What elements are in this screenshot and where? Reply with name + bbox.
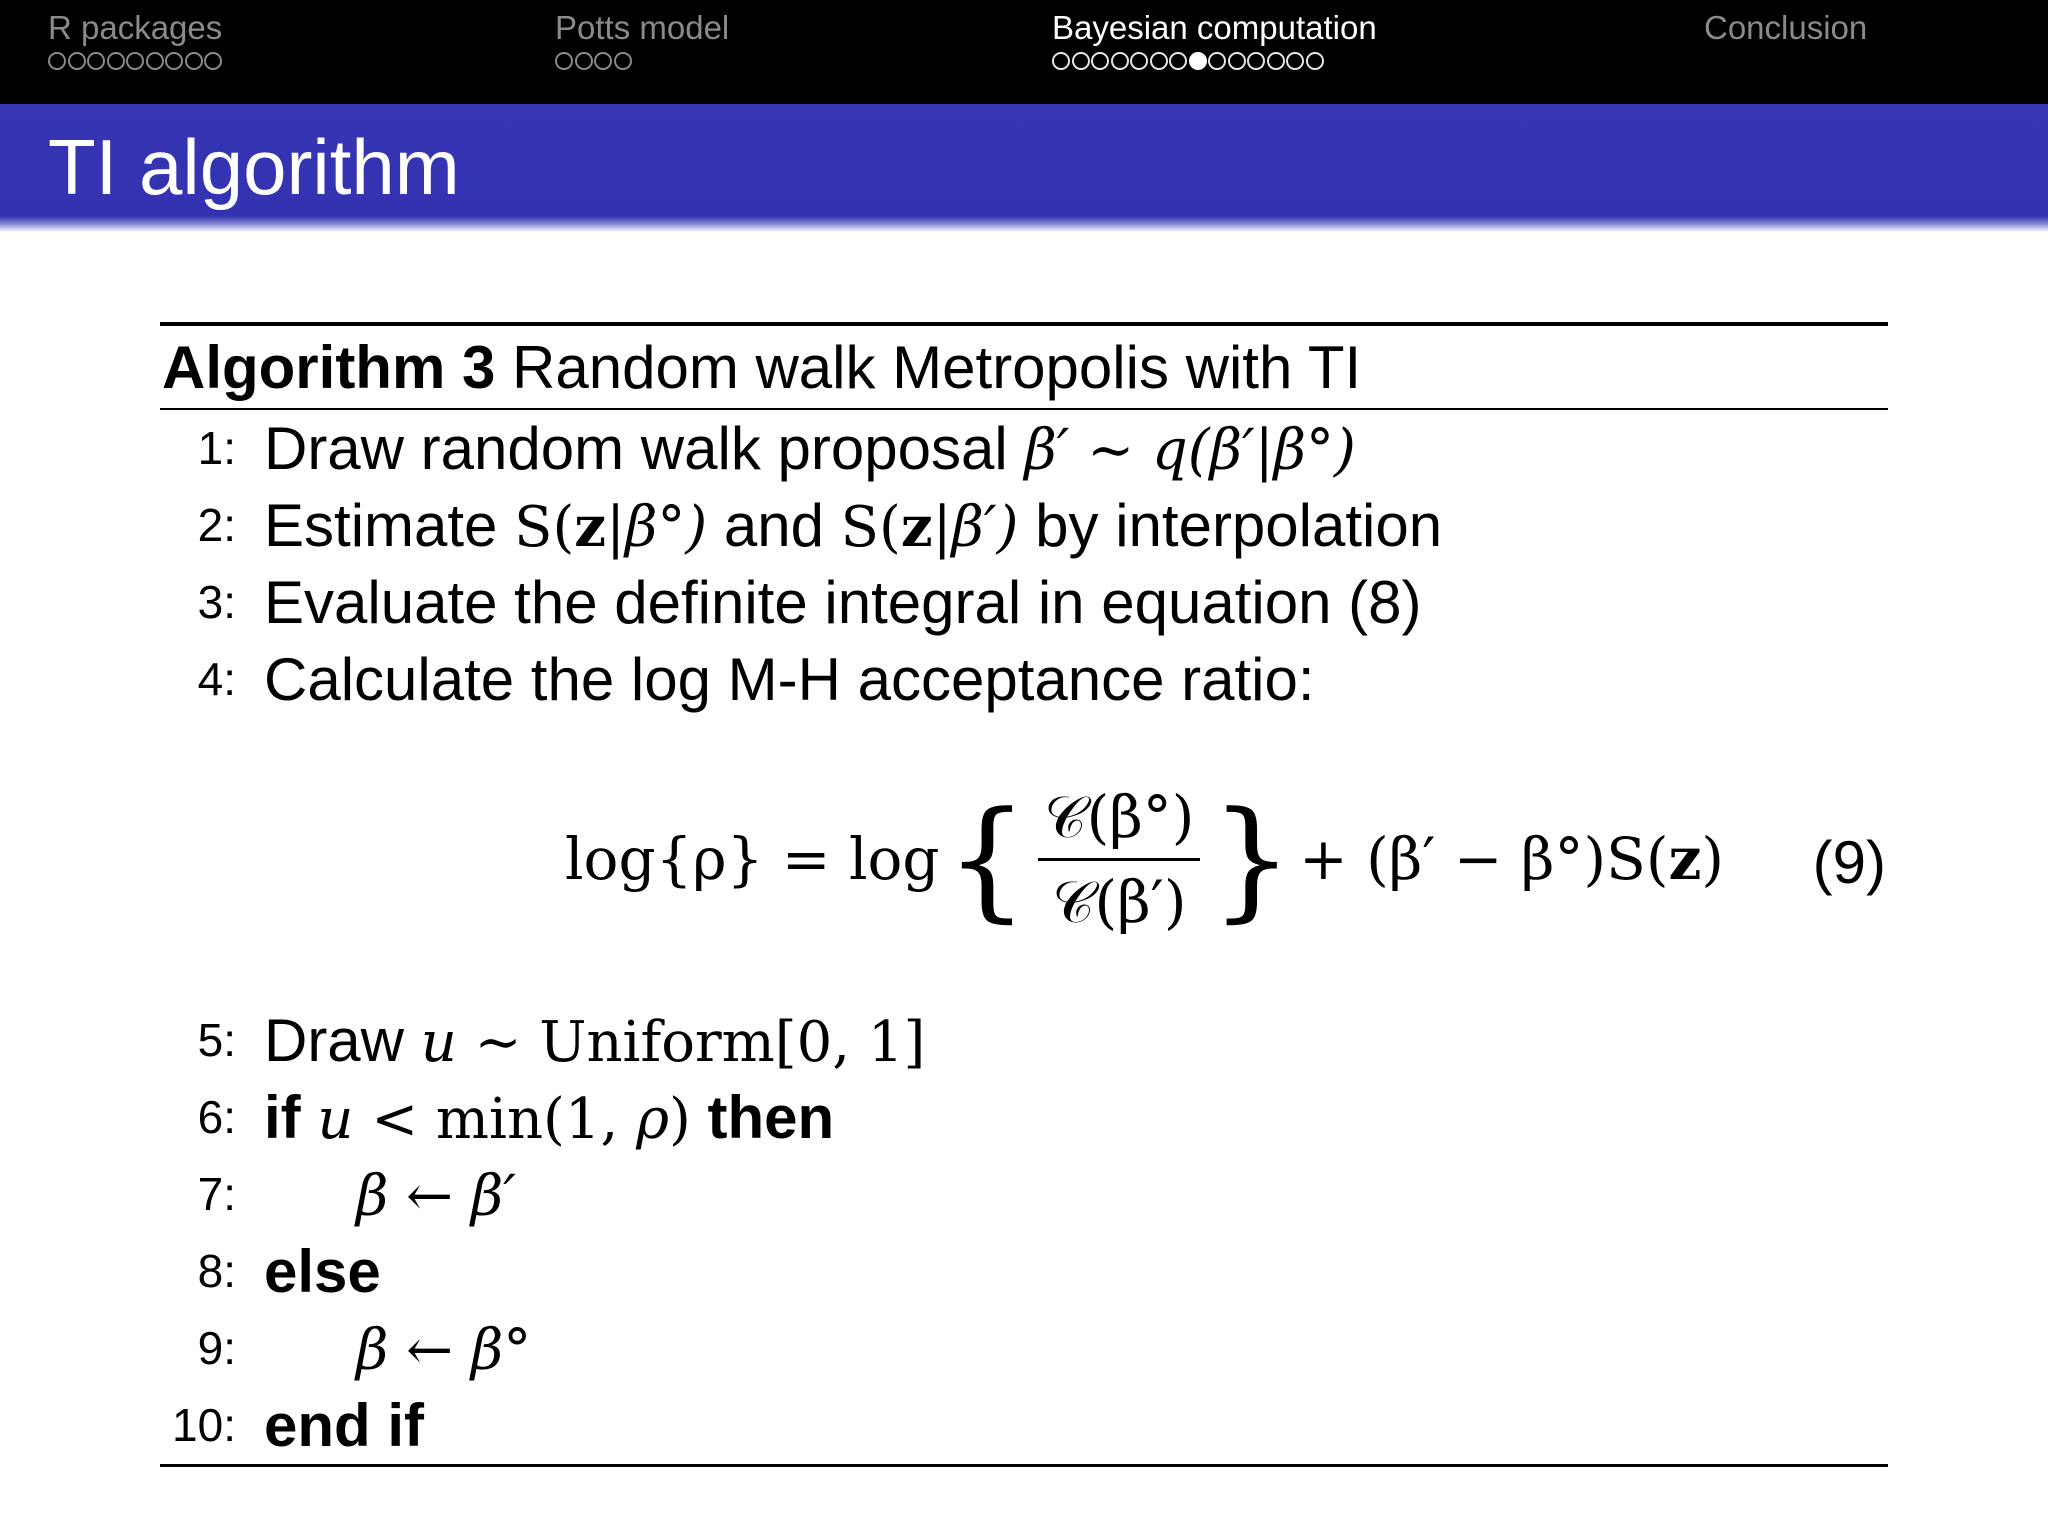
step-text-segment: Estimate: [264, 492, 515, 559]
nav-dot[interactable]: [1169, 52, 1187, 70]
nav-dot[interactable]: [165, 52, 183, 70]
equation-rhs-pre: + (β′ − β°)S(: [1299, 825, 1669, 893]
algorithm-step: [160, 641, 1888, 718]
step-text-segment: Evaluate the definite integral in equation (8): [264, 569, 1422, 636]
math-expression: ): [669, 1087, 691, 1152]
math-expression: ∼ Uniform[0, 1]: [456, 1010, 926, 1075]
equation-rhs: [1299, 825, 1724, 893]
step-number: 6:: [197, 1091, 236, 1143]
nav-dot[interactable]: [575, 52, 593, 70]
nav-dots: [48, 52, 222, 70]
nav-dot-current[interactable]: [1189, 52, 1207, 70]
math-expression: |β′): [932, 495, 1019, 560]
equation-block: [160, 718, 1888, 1002]
algorithm-step: [160, 1156, 1888, 1233]
nav-dots: [555, 52, 729, 70]
step-number: 7:: [197, 1168, 236, 1220]
nav-dot[interactable]: [126, 52, 144, 70]
algorithm-step: [160, 1233, 1888, 1310]
nav-dot[interactable]: [1306, 52, 1324, 70]
step-text-segment: and: [707, 492, 841, 559]
nav-label[interactable]: Bayesian computation: [1052, 9, 1377, 46]
nav-dot[interactable]: [87, 52, 105, 70]
nav-section-r-packages[interactable]: [48, 6, 222, 70]
nav-dots: [1052, 52, 1377, 70]
nav-section-bayesian-computation[interactable]: [1052, 6, 1377, 70]
math-expression: z: [574, 494, 607, 560]
right-brace: }: [1210, 783, 1294, 935]
nav-label[interactable]: R packages: [48, 9, 223, 46]
nav-dot[interactable]: [1208, 52, 1226, 70]
nav-dot[interactable]: [1267, 52, 1285, 70]
keyword: then: [690, 1084, 835, 1151]
keyword: else: [264, 1238, 381, 1305]
step-number: 9:: [197, 1322, 236, 1374]
nav-dot[interactable]: [1130, 52, 1148, 70]
step-text-segment: Calculate the log M-H acceptance ratio:: [264, 646, 1315, 713]
equation: [565, 774, 1724, 944]
step-number: 10:: [172, 1399, 236, 1451]
algorithm-steps: [160, 1002, 1888, 1464]
math-expression: β ← β°: [356, 1318, 532, 1383]
frame-title: TI algorithm: [48, 123, 460, 211]
nav-dot[interactable]: [594, 52, 612, 70]
step-text: [264, 641, 1315, 718]
nav-section-potts-model[interactable]: [555, 6, 729, 70]
equation-rhs-bold: z: [1668, 825, 1702, 893]
algorithm-step: [160, 487, 1888, 564]
algorithm-step: [160, 1310, 1888, 1387]
keyword: if: [264, 1084, 318, 1151]
step-text: [264, 1002, 925, 1081]
step-number: 4:: [197, 653, 236, 705]
math-expression: ρ: [636, 1087, 670, 1152]
nav-dot[interactable]: [48, 52, 66, 70]
step-text: [264, 487, 1442, 566]
algorithm-box: [160, 322, 1888, 1467]
step-number: 8:: [197, 1245, 236, 1297]
algorithm-step: [160, 410, 1888, 487]
nav-dot[interactable]: [1052, 52, 1070, 70]
step-text: [356, 1156, 516, 1235]
nav-dot[interactable]: [68, 52, 86, 70]
math-expression: < min(1,: [353, 1087, 637, 1152]
nav-dot[interactable]: [1286, 52, 1304, 70]
step-text: [264, 1387, 424, 1464]
math-expression: S(: [840, 495, 901, 560]
equation-rhs-post: ): [1701, 825, 1725, 893]
step-text: [264, 564, 1421, 641]
step-text: [356, 1310, 531, 1389]
step-text: [264, 1233, 381, 1310]
algorithm-header: [160, 326, 1888, 410]
step-text: [264, 1079, 834, 1158]
math-expression: u: [420, 1010, 457, 1075]
algorithm-step: [160, 1079, 1888, 1156]
nav-dot[interactable]: [1228, 52, 1246, 70]
step-number: 1:: [197, 422, 236, 474]
nav-dot[interactable]: [146, 52, 164, 70]
step-text-segment: Draw random walk proposal: [264, 415, 1025, 482]
step-text-segment: Draw: [264, 1007, 421, 1074]
nav-dot[interactable]: [1072, 52, 1090, 70]
step-text: [264, 410, 1356, 489]
algorithm-caption: Random walk Metropolis with TI: [512, 334, 1362, 401]
navigation-bar: [0, 0, 2048, 104]
fraction-denominator: 𝒞(β′): [1052, 867, 1187, 936]
math-expression: u: [317, 1087, 354, 1152]
algorithm-steps: [160, 410, 1888, 718]
nav-dot[interactable]: [614, 52, 632, 70]
nav-dot[interactable]: [555, 52, 573, 70]
left-brace: {: [945, 783, 1029, 935]
algorithm-label: Algorithm 3: [162, 334, 496, 401]
nav-label[interactable]: Potts model: [555, 9, 730, 46]
nav-dot[interactable]: [1111, 52, 1129, 70]
fraction-numerator: 𝒞(β°): [1038, 782, 1200, 861]
math-expression: z: [900, 494, 933, 560]
fraction: [1038, 782, 1200, 937]
math-expression: |β°): [606, 495, 708, 560]
math-expression: β ← β′: [356, 1164, 516, 1229]
step-number: 2:: [197, 499, 236, 551]
nav-label[interactable]: Conclusion: [1704, 9, 1868, 46]
keyword: end if: [264, 1392, 424, 1459]
step-number: 5:: [197, 1014, 236, 1066]
math-expression: β′ ∼ q(β′|β°): [1024, 418, 1356, 483]
frame-title-bar: [0, 104, 2048, 232]
math-expression: S(: [514, 495, 575, 560]
algorithm-step: [160, 1002, 1888, 1079]
step-text-segment: by interpolation: [1018, 492, 1443, 559]
nav-dot[interactable]: [1150, 52, 1168, 70]
nav-dot[interactable]: [204, 52, 222, 70]
nav-dot[interactable]: [1247, 52, 1265, 70]
nav-dot[interactable]: [1091, 52, 1109, 70]
nav-dot[interactable]: [185, 52, 203, 70]
algorithm-step: [160, 1387, 1888, 1464]
nav-section-conclusion[interactable]: [1704, 6, 1867, 52]
equation-lhs: log{ρ} = log: [565, 825, 940, 893]
step-number: 3:: [197, 576, 236, 628]
equation-number: (9): [1812, 829, 1886, 896]
nav-dot[interactable]: [107, 52, 125, 70]
algorithm-step: [160, 564, 1888, 641]
